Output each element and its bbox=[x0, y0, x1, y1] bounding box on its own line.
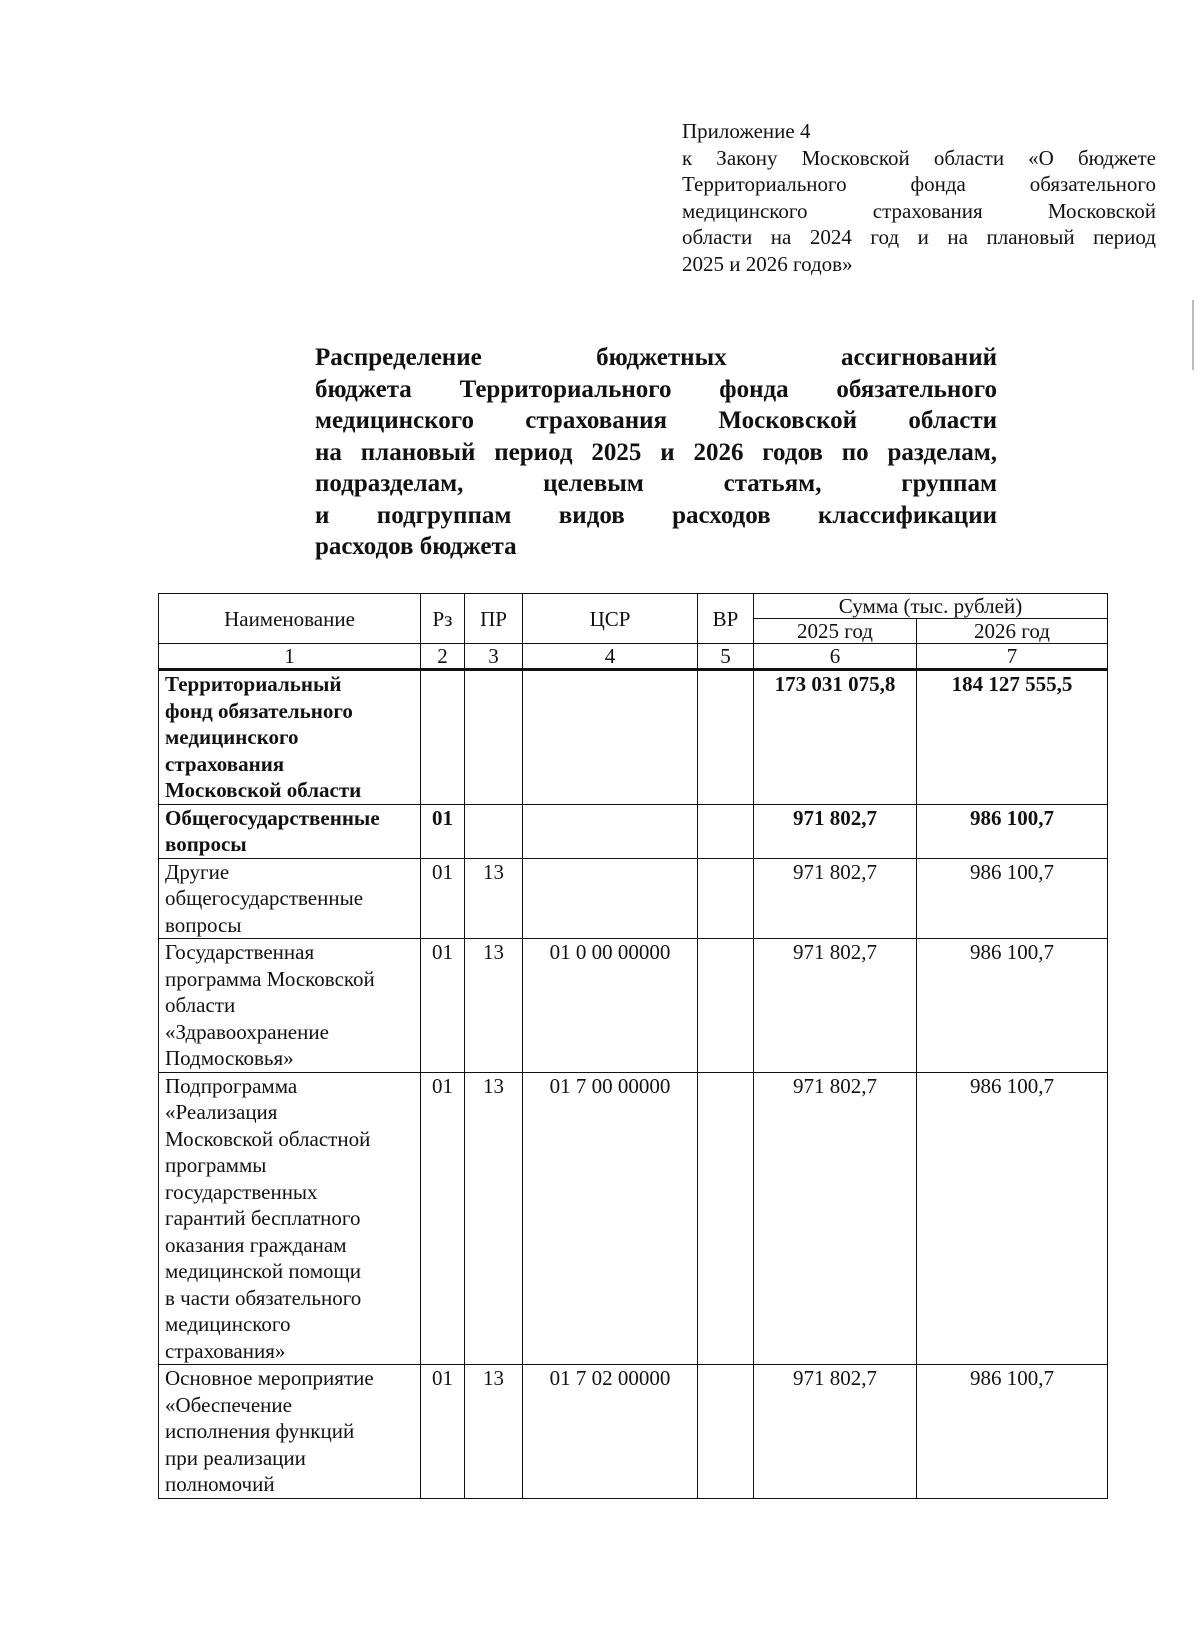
title-line: медицинского страхования Московской области bbox=[315, 407, 997, 434]
row-pr: 13 bbox=[465, 1072, 523, 1365]
row-name-line: в части обязательного bbox=[165, 1285, 362, 1310]
title-line: на плановый период 2025 и 2026 годов по разделам, bbox=[315, 438, 997, 466]
row-name-line: вопросы bbox=[165, 832, 247, 856]
row-name bbox=[159, 858, 421, 939]
row-csr: 01 0 00 00000 bbox=[523, 939, 698, 1073]
row-pr bbox=[465, 670, 523, 805]
row-name-line: программа Московской bbox=[165, 966, 375, 991]
row-sum-2026: 986 100,7 bbox=[917, 804, 1108, 858]
row-name-line: «Реализация bbox=[165, 1100, 278, 1124]
header-name: Наименование bbox=[159, 594, 421, 644]
row-name-line: Московской областной bbox=[165, 1126, 371, 1151]
row-rz: 01 bbox=[421, 1072, 465, 1365]
row-rz bbox=[421, 670, 465, 805]
column-number: 2 bbox=[421, 644, 465, 670]
row-rz: 01 bbox=[421, 858, 465, 939]
header-rz: Рз bbox=[421, 594, 465, 644]
row-name-line: медицинского bbox=[165, 1312, 291, 1336]
row-csr: 01 7 00 00000 bbox=[523, 1072, 698, 1365]
row-pr bbox=[465, 804, 523, 858]
header-year-2025: 2025 год bbox=[754, 619, 917, 644]
column-number: 7 bbox=[917, 644, 1108, 670]
row-name-line: гарантий бесплатного bbox=[165, 1206, 361, 1230]
appendix-line: области на 2024 год и на плановый период bbox=[682, 225, 1156, 249]
row-name-line: Подмосковья» bbox=[165, 1046, 294, 1070]
table-row bbox=[159, 1072, 1108, 1365]
row-sum-2026: 986 100,7 bbox=[917, 1365, 1108, 1499]
row-name-line: полномочий bbox=[165, 1472, 275, 1496]
row-vr bbox=[698, 1365, 754, 1499]
row-name-line: медицинской помощи bbox=[165, 1259, 361, 1283]
header-sum: Сумма (тыс. рублей) bbox=[754, 594, 1108, 619]
row-sum-2025: 971 802,7 bbox=[754, 1365, 917, 1499]
header-year-2026: 2026 год bbox=[917, 619, 1108, 644]
row-vr bbox=[698, 1072, 754, 1365]
row-name bbox=[159, 1365, 421, 1499]
row-name-line: государственных bbox=[165, 1179, 318, 1204]
header-pr: ПР bbox=[465, 594, 523, 644]
column-number: 5 bbox=[698, 644, 754, 670]
table-row bbox=[159, 858, 1108, 939]
column-number: 1 bbox=[159, 644, 421, 670]
row-sum-2026: 986 100,7 bbox=[917, 1072, 1108, 1365]
row-name-line: фонд обязательного bbox=[165, 698, 353, 723]
appendix-line: медицинского страхования Московской bbox=[682, 198, 1156, 223]
row-name-line: Государственная bbox=[165, 940, 315, 964]
appendix-note bbox=[682, 118, 1156, 277]
row-name bbox=[159, 1072, 421, 1365]
row-name-line: медицинского bbox=[165, 725, 299, 749]
appendix-line: к Закону Московской области «О бюджете bbox=[682, 145, 1156, 170]
header-vr: ВР bbox=[698, 594, 754, 644]
row-csr bbox=[523, 804, 698, 858]
table-row bbox=[159, 670, 1108, 805]
row-name-line: Московской области bbox=[165, 778, 362, 802]
row-name-line: страхования bbox=[165, 751, 285, 776]
row-vr bbox=[698, 670, 754, 805]
title-line: Распределение бюджетных ассигнований bbox=[315, 344, 997, 371]
row-vr bbox=[698, 939, 754, 1073]
row-sum-2025: 173 031 075,8 bbox=[754, 670, 917, 805]
scan-edge-mark bbox=[1192, 300, 1194, 370]
row-csr bbox=[523, 670, 698, 805]
row-rz: 01 bbox=[421, 1365, 465, 1499]
row-name-line: «Здравоохранение bbox=[165, 1019, 329, 1044]
table-body bbox=[159, 644, 1108, 1499]
row-name-line: Территориальный bbox=[165, 672, 342, 696]
row-name-line: Общегосударственные bbox=[165, 805, 380, 830]
row-name-line: общегосударственные bbox=[165, 886, 364, 910]
title-line: и подгруппам видов расходов классификации bbox=[315, 501, 997, 529]
row-name-line: области bbox=[165, 993, 236, 1017]
row-name bbox=[159, 670, 421, 805]
table-row bbox=[159, 804, 1108, 858]
header-csr: ЦСР bbox=[523, 594, 698, 644]
title-line: бюджета Территориального фонда обязательного bbox=[315, 375, 997, 403]
row-pr: 13 bbox=[465, 858, 523, 939]
column-number: 6 bbox=[754, 644, 917, 670]
row-name-line: страхования» bbox=[165, 1338, 286, 1363]
budget-table bbox=[158, 593, 1108, 1499]
document-title bbox=[315, 342, 997, 563]
row-name-line: исполнения функций bbox=[165, 1419, 355, 1443]
row-vr bbox=[698, 858, 754, 939]
row-sum-2025: 971 802,7 bbox=[754, 1072, 917, 1365]
row-sum-2026: 184 127 555,5 bbox=[917, 670, 1108, 805]
row-vr bbox=[698, 804, 754, 858]
row-name-line: Подпрограмма bbox=[165, 1073, 298, 1098]
row-rz: 01 bbox=[421, 804, 465, 858]
title-line: подразделам, целевым статьям, группам bbox=[315, 470, 997, 497]
row-rz: 01 bbox=[421, 939, 465, 1073]
row-csr: 01 7 02 00000 bbox=[523, 1365, 698, 1499]
row-csr bbox=[523, 858, 698, 939]
row-name-line: Другие bbox=[165, 859, 230, 884]
row-name-line: Основное мероприятие bbox=[165, 1366, 374, 1390]
appendix-line: Приложение 4 bbox=[682, 119, 811, 143]
row-name-line: оказания гражданам bbox=[165, 1232, 347, 1257]
row-name bbox=[159, 804, 421, 858]
row-pr: 13 bbox=[465, 939, 523, 1073]
row-name-line: программы bbox=[165, 1153, 267, 1177]
row-sum-2025: 971 802,7 bbox=[754, 804, 917, 858]
row-name bbox=[159, 939, 421, 1073]
table-row bbox=[159, 939, 1108, 1073]
row-name-line: «Обеспечение bbox=[165, 1392, 292, 1417]
table-row bbox=[159, 1365, 1108, 1499]
appendix-line: 2025 и 2026 годов» bbox=[682, 251, 853, 276]
column-number: 4 bbox=[523, 644, 698, 670]
row-sum-2026: 986 100,7 bbox=[917, 858, 1108, 939]
row-name-line: вопросы bbox=[165, 912, 242, 937]
table-header-row bbox=[159, 594, 1108, 619]
row-sum-2025: 971 802,7 bbox=[754, 939, 917, 1073]
column-number-row bbox=[159, 644, 1108, 670]
row-pr: 13 bbox=[465, 1365, 523, 1499]
row-name-line: при реализации bbox=[165, 1445, 306, 1470]
appendix-line: Территориального фонда обязательного bbox=[682, 172, 1156, 196]
row-sum-2025: 971 802,7 bbox=[754, 858, 917, 939]
title-line: расходов бюджета bbox=[315, 533, 517, 560]
column-number: 3 bbox=[465, 644, 523, 670]
row-sum-2026: 986 100,7 bbox=[917, 939, 1108, 1073]
